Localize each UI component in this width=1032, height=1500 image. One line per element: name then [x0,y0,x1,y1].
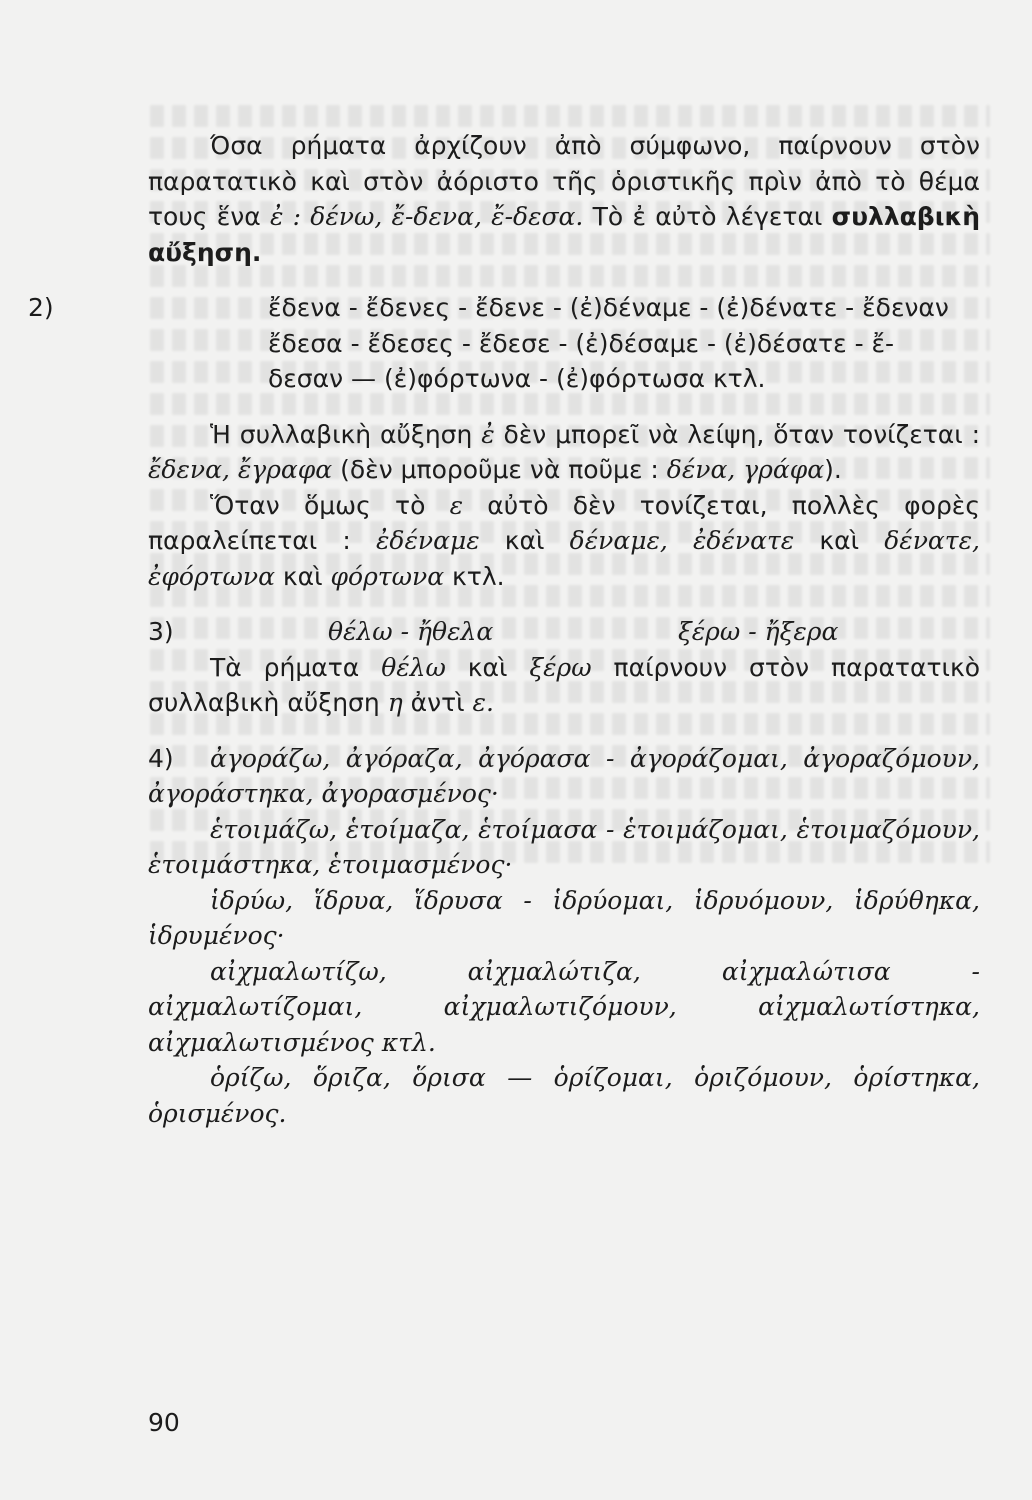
item-3-examples: 3) θέλω - ἤθελα ξέρω - ἤξερα [148,614,980,650]
item-2-examples: 2) ἔδενα - ἔδενες - ἔδενε - (ἐ)δέναμε - (ἐ)δένατε - ἔδεναν ἔδεσα - ἔδεσες - ἔδεσε - (ἐ)δέσαμε - (ἐ)δέσατε - ἔ- δεσαν — (ἐ)φόρτωνα - (ἐ)φόρτωσα κτλ. [148,290,980,397]
paragraph-augment-rule: Όσα ρήματα ἀρχίζουν ἀπὸ σύμφωνο, παίρνουν στὸν παρατατικὸ καὶ στὸν ἀόριστο τῆς ὁριστικῆς πρὶν ἀπὸ τὸ θέμα τους ἕνα ἐ : δένω, ἔ-δενα, ἔ-δεσα. Τὸ ἐ αὐτὸ λέγεται συλλαβικὴ αὔξηση. [148,131,981,267]
term-syllabic-augment: συλλαβικὴ αὔξηση. [148,202,981,267]
item-number: 3) [148,617,174,646]
paragraph-stressed-augment: Ἡ συλλαβικὴ αὔξηση ἐ δὲν μπορεῖ νὰ λείψη, ὅταν τονίζεται : ἔδενα, ἔγραφα (δὲν μποροῦμε νὰ ποῦμε : δένα, γράφα). [148,419,980,484]
item-number: 4) [148,743,174,773]
page-body [28,128,981,1131]
item-number: 2) [28,293,54,322]
page-number: 90 [148,1408,180,1437]
paragraph-unstressed-augment: Ὅταν ὅμως τὸ ε αὐτὸ δὲν τονίζεται, πολλὲς φορὲς παραλείπεται : ἐδέναμε καὶ δέναμε, ἐδένατε καὶ δένατε, ἐφόρτωνα καὶ φόρτωνα κτλ. [148,490,980,591]
item-4-examples: 4) ἀγοράζω, ἀγόραζα, ἀγόρασα - ἀγοράζομαι, ἀγοραζόμουν, ἀγοράστηκα, ἀγορασμένος· ἑτοιμάζω, ἑτοίμαζα, ἑτοίμασα - ἑτοιμάζομαι, ἑτοιμαζόμουν, ἑτοιμάστηκα, ἑτοιμασμένος· ἱδρύω, ἵδρυα, ἵδρυσα - ἱδρύομαι, ἱδρυόμουν, ἱδρύθηκα, ἱδρυμένος· αἰχμαλωτίζω, αἰχμαλώτιζα, αἰχμαλώτισα - αἰχμαλωτίζομαι, αἰχμαλωτιζόμουν, αἰχμαλωτίστηκα, αἰχμαλωτισμένος κτλ. ὁρίζω, ὅριζα, ὅρισα — ὁρίζομαι, ὁριζόμουν, ὁρίστηκα, ὁρισμένος. [148,741,980,1132]
paragraph-eta-augment: Τὰ ρήματα θέλω καὶ ξέρω παίρνουν στὸν παρατατικὸ συλλαβικὴ αὔξηση η ἀντὶ ε. [148,652,980,717]
